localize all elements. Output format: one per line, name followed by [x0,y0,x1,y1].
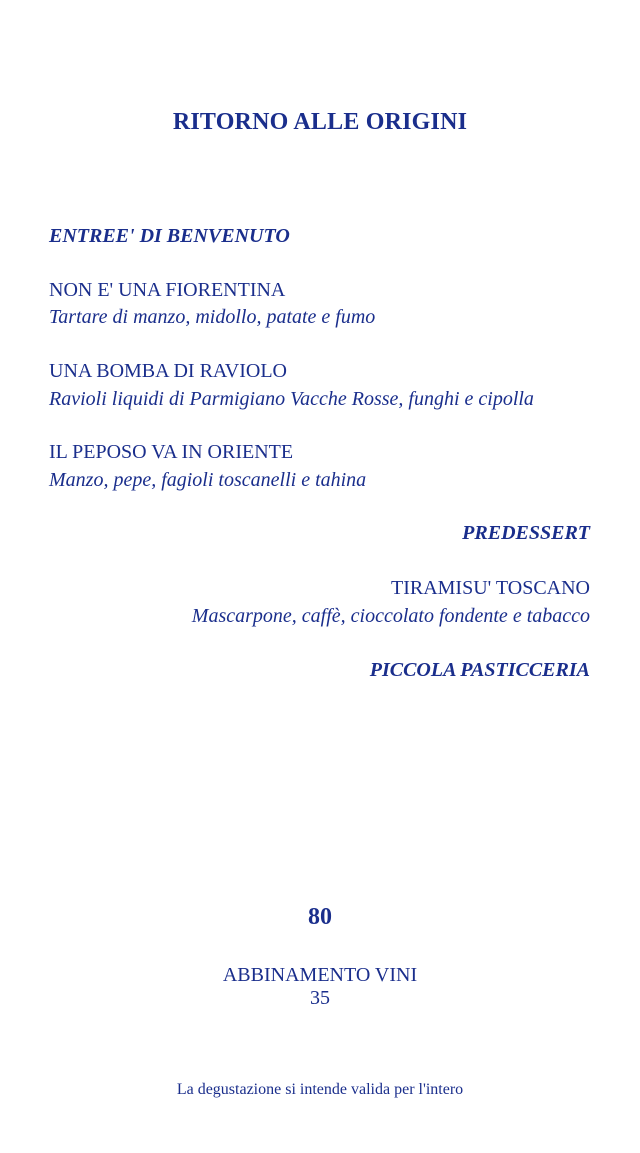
wine-pairing-label: ABBINAMENTO VINI [222,964,418,986]
dish-name: IL PEPOSO VA IN ORIENTE [49,441,294,463]
section-welcome: ENTREE' DI BENVENUTO [49,225,290,247]
section-predessert: PREDESSERT [462,522,590,544]
menu-title: RITORNO ALLE ORIGINI [172,109,468,135]
footnote: La degustazione si intende valida per l'intero [176,1081,464,1098]
dish-name: UNA BOMBA DI RAVIOLO [49,360,287,382]
dish-description: Ravioli liquidi di Parmigiano Vacche Rosse, funghi e cipolla [49,388,534,410]
dish-description: Tartare di manzo, midollo, patate e fumo [49,306,376,328]
menu-price: 80 [308,904,332,930]
wine-pairing-price: 35 [310,987,330,1009]
dish-description: Manzo, pepe, fagioli toscanelli e tahina [49,469,367,491]
dessert-name: TIRAMISU' TOSCANO [390,577,590,599]
dish-name: NON E' UNA FIORENTINA [49,279,286,301]
section-pastry: PICCOLA PASTICCERIA [369,659,590,681]
dessert-description: Mascarpone, caffè, cioccolato fondente e tabacco [191,605,590,627]
